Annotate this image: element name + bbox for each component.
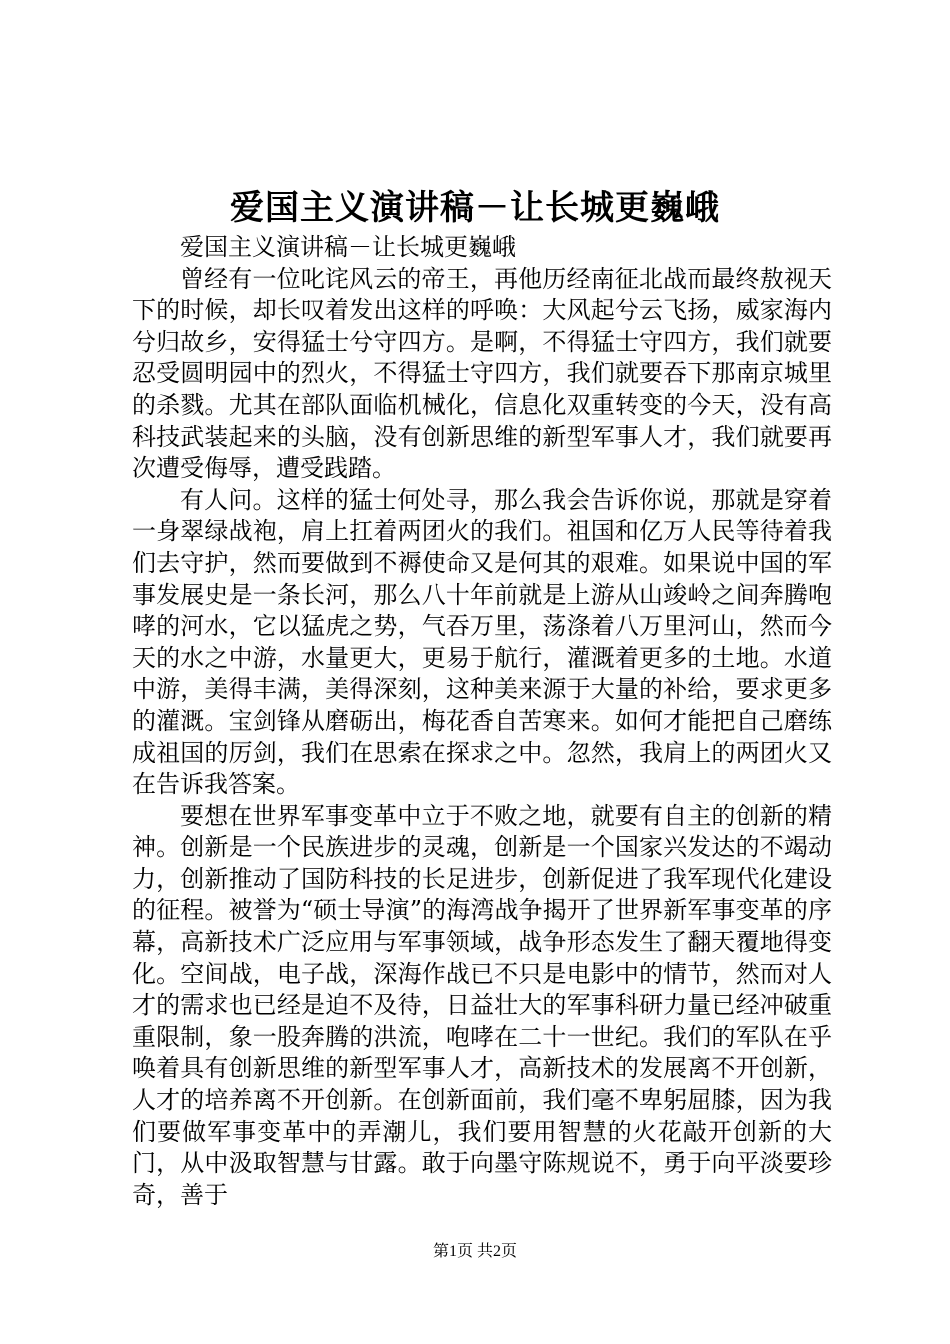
document-title: 爱国主义演讲稿－让长城更巍峨 xyxy=(230,188,720,228)
paragraph-2: 有人问。这样的猛士何处寻，那么我会告诉你说，那就是穿着一身翠绿战袍，肩上扛着两团火的我们。祖国和亿万人民等待着我们去守护，然而要做到不褥使命又是何其的艰难。如果说中国的军事发展史是一条长河，那么八十年前就是上游从山竣岭之间奔腾咆哮的河水，它以猛虎之势，气吞万里，荡涤着八万里河山，然而今天的水之中游，水量更大，更易于航行，灌溉着更多的土地。水道中游，美得丰满，美得深刻，这种美来源于大量的补给，要求更多的灌溉。宝剑锋从磨砺出，梅花香自苦寒来。如何才能把自己磨练成祖国的厉剑，我们在思索在探求之中。忽然，我肩上的两团火又在告诉我答案。 xyxy=(132,485,832,799)
document-body xyxy=(132,232,832,1211)
paragraph-3: 要想在世界军事变革中立于不败之地，就要有自主的创新的精神。创新是一个民族进步的灵魂，创新是一个国家兴发达的不竭动力，创新推动了国防科技的长足进步，创新促进了我军现代化建设的征程。被誉为“硕士导演”的海湾战争揭开了世界新军事变革的序幕，高新技术广泛应用与军事领域，战争形态发生了翻天覆地得变化。空间战，电子战，深海作战已不只是电影中的情节，然而对人才的需求也已经是迫不及待，日益壮大的军事科研力量已经冲破重重限制，象一股奔腾的洪流，咆哮在二十一世纪。我们的军队在乎唤着具有创新思维的新型军事人才，高新技术的发展离不开创新，人才的培养离不开创新。在创新面前，我们毫不卑躬屈膝，因为我们要做军事变革中的弄潮儿，我们要用智慧的火花敲开创新的大门，从中汲取智慧与甘露。敢于向墨守陈规说不，勇于向平淡要珍奇，善于 xyxy=(132,801,832,1209)
paragraph-1: 曾经有一位叱诧风云的帝王，再他历经南征北战而最终敖视天下的时候，却长叹着发出这样的呼唤：大风起兮云飞扬，威家海内兮归故乡，安得猛士兮守四方。是啊，不得猛士守四方，我们就要忍受圆明园中的烈火，不得猛士守四方，我们就要吞下那南京城里的杀戮。尤其在部队面临机械化，信息化双重转变的今天，没有高科技武装起来的头脑，没有创新思维的新型军事人才，我们就要再次遭受侮辱，遭受践踏。 xyxy=(132,264,832,483)
page-footer: 第1页 共2页 xyxy=(432,1243,517,1260)
paragraph-subtitle: 爱国主义演讲稿－让长城更巍峨 xyxy=(180,233,516,261)
